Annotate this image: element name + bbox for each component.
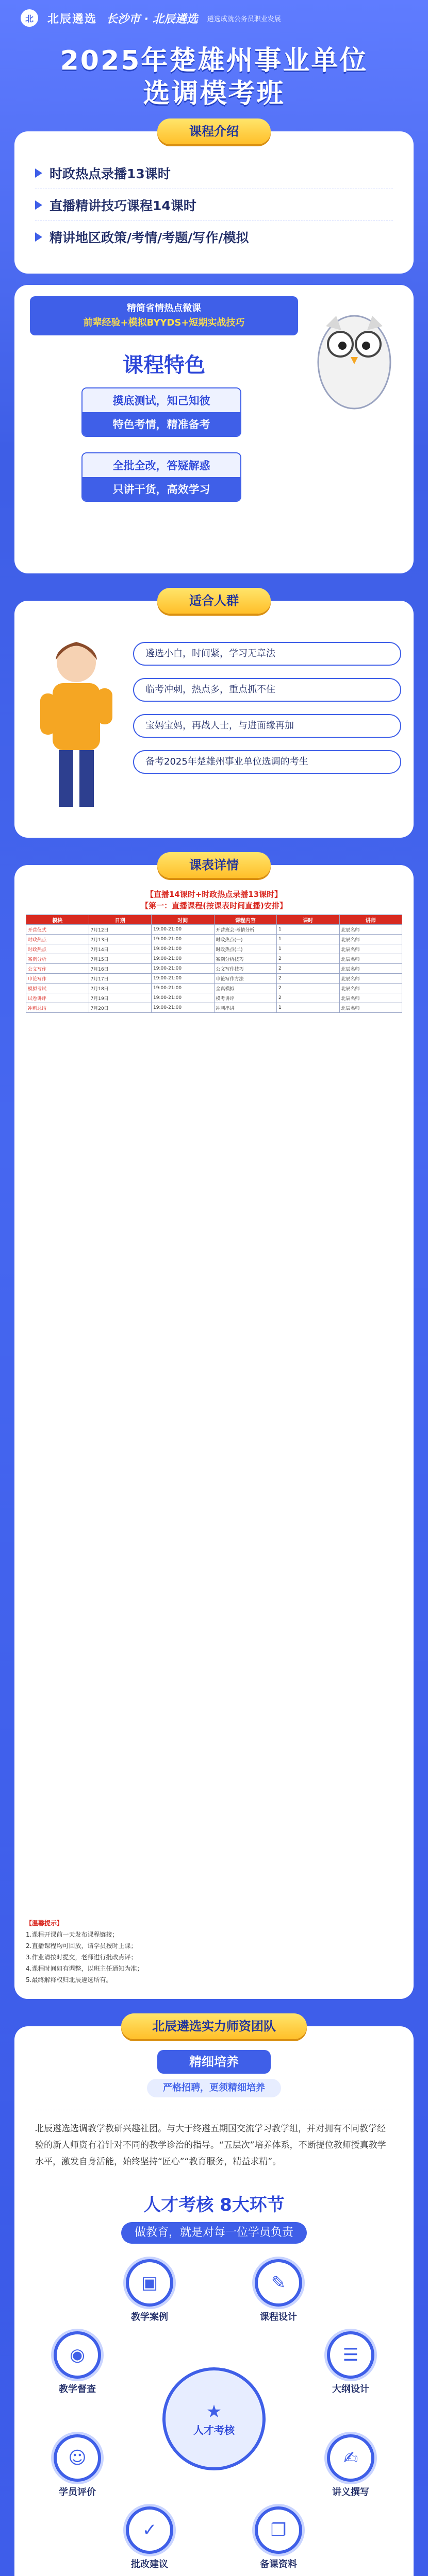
grading-icon: ✓ xyxy=(142,2520,157,2540)
audience-item: 宝妈宝妈，再战人士，与进面缘再加 xyxy=(133,714,401,738)
feature-box: 全批全改，答疑解惑 只讲干货，高效学习 xyxy=(81,452,241,502)
brand-name: 北辰遴选 xyxy=(47,12,97,26)
audience-list xyxy=(133,642,401,786)
table-header-row: 模块 日期 时间 课程内容 课时 讲师 xyxy=(26,915,402,925)
arrow-right-icon xyxy=(35,232,42,242)
audience-item: 备考2025年楚雄州事业单位选调的考生 xyxy=(133,750,401,774)
section-pill-team: 北辰遴选实力师资团队 xyxy=(121,2013,307,2039)
team-card xyxy=(14,2026,414,2576)
assessment-node: ✓ 批改建议 xyxy=(116,2506,183,2570)
schedule-head1: 【直播14课时+时政热点录播13课时】 xyxy=(145,890,283,899)
brand-sub: 长沙市 · 北辰遴选 xyxy=(106,12,198,26)
table-row: 冲刺总结 7月20日 19:00-21:00 冲刺串讲 1 北辰名师 xyxy=(26,1003,402,1013)
assessment-node: ☰ 大纲设计 xyxy=(317,2331,384,2395)
schedule-extended-area xyxy=(26,1013,402,1909)
table-row: 模拟考试 7月18日 19:00-21:00 全真模拟 2 北辰名师 xyxy=(26,984,402,993)
intro-item: 时政热点录播13课时 xyxy=(35,157,393,189)
schedule-head2: 【第一：直播课程(按课表时间直播)安排】 xyxy=(141,901,287,910)
assessment-center: ★ 人才考核 xyxy=(162,2367,266,2470)
feature-banner: 精简省情热点微课 前辈经验+模拟BYYDS+短期实战技巧 xyxy=(30,296,298,335)
hero-title-line1: 2025年楚雄州事业单位 xyxy=(60,45,368,76)
arrow-right-icon xyxy=(35,168,42,178)
table-row: 开营仪式 7月12日 19:00-21:00 开营班会·考情分析 1 北辰名师 xyxy=(26,925,402,935)
brand-slogan: 遴选成就公务员职业发展 xyxy=(207,15,281,23)
table-row: 时政热点 7月14日 19:00-21:00 时政热点(二) 1 北辰名师 xyxy=(26,944,402,954)
audience-card xyxy=(14,601,414,838)
intro-item: 直播精讲技巧课程14课时 xyxy=(35,189,393,221)
supervision-icon: ◉ xyxy=(70,2345,85,2365)
audience-item: 遴选小白，时间紧，学习无章法 xyxy=(133,642,401,666)
feedback-icon: ☺ xyxy=(68,2448,87,2468)
schedule-table xyxy=(26,914,402,1013)
schedule-card xyxy=(14,865,414,1999)
handout-icon: ✍ xyxy=(343,2448,358,2468)
arrow-right-icon xyxy=(35,200,42,210)
table-row: 公文写作 7月16日 19:00-21:00 公文写作技巧 2 北辰名师 xyxy=(26,964,402,974)
assessment-node: ✍ 讲义撰写 xyxy=(317,2434,384,2498)
section-pill-intro: 课程介绍 xyxy=(157,118,271,144)
assessment-node: ▣ 教学案例 xyxy=(116,2259,183,2323)
assessment-node: ☺ 学员评价 xyxy=(44,2434,111,2498)
book-icon: ❐ xyxy=(270,2520,287,2540)
table-row: 案例分析 7月15日 19:00-21:00 案例分析技巧 2 北辰名师 xyxy=(26,954,402,964)
design-icon: ✎ xyxy=(271,2273,286,2293)
audience-item: 临考冲刺，热点多，重点抓不住 xyxy=(133,678,401,702)
table-row: 申论写作 7月17日 19:00-21:00 申论写作方法 2 北辰名师 xyxy=(26,974,402,984)
assessment-node: ◉ 教学督查 xyxy=(44,2331,111,2395)
case-icon: ▣ xyxy=(141,2273,158,2293)
table-row: 试卷讲评 7月19日 19:00-21:00 模考讲评 2 北辰名师 xyxy=(26,993,402,1003)
feature-box: 摸底测试，知己知彼 特色考情，精准备考 xyxy=(81,387,241,437)
team-sub-tag: 严格招聘，更须精细培养 xyxy=(147,2079,281,2097)
section-pill-schedule: 课表详情 xyxy=(157,852,271,878)
assessment-title: 人才考核 8大环节 xyxy=(143,2195,285,2215)
award-icon: ★ xyxy=(206,2401,222,2422)
outline-icon: ☰ xyxy=(342,2345,359,2365)
assessment-wheel xyxy=(44,2259,384,2576)
assessment-desc: 做教育，就是对每一位学员负责 xyxy=(121,2222,307,2244)
owl-mascot-icon xyxy=(310,295,398,414)
top-bar xyxy=(0,0,428,36)
teacher-illustration-icon xyxy=(35,632,118,817)
feature-title: 课程特色 xyxy=(123,353,205,377)
assessment-node: ❐ 备课资料 xyxy=(245,2506,312,2570)
hero-title-line2: 选调模考班 xyxy=(143,78,285,109)
brand-logo-icon: 北 xyxy=(21,9,38,27)
hero xyxy=(0,36,428,118)
intro-item: 精讲地区政策/考情/考题/写作/模拟 xyxy=(35,221,393,253)
section-pill-audience: 适合人群 xyxy=(157,588,271,614)
schedule-notes: 【温馨提示】 1.课程开课前一天发布课程链接； 2.直播课程均可回放，请学员按时上课； 3.作业请按时提交，老师进行批改点评； 4.课程时间如有调整，以班主任通知为准； 5.最终解释权归北辰遴选所有。 xyxy=(26,1920,143,1984)
table-row: 时政热点 7月13日 19:00-21:00 时政热点(一) 1 北辰名师 xyxy=(26,935,402,944)
assessment-node: ✎ 课程设计 xyxy=(245,2259,312,2323)
team-paragraph: 北辰遴选选调教学教研兴趣社团。与大于终遴五期国交流学习教学组，并对拥有不同教学经验的新人师资有着针对不同的教学诊治的指导。“五层次”培养体系，不断提位教师授真教学水平，激发自身活能，始终坚持“匠心”“教育服务，精益求精”。 xyxy=(35,2110,393,2170)
team-sub-pill: 精细培养 xyxy=(157,2050,271,2074)
feature-card xyxy=(14,285,414,573)
intro-card xyxy=(14,131,414,274)
